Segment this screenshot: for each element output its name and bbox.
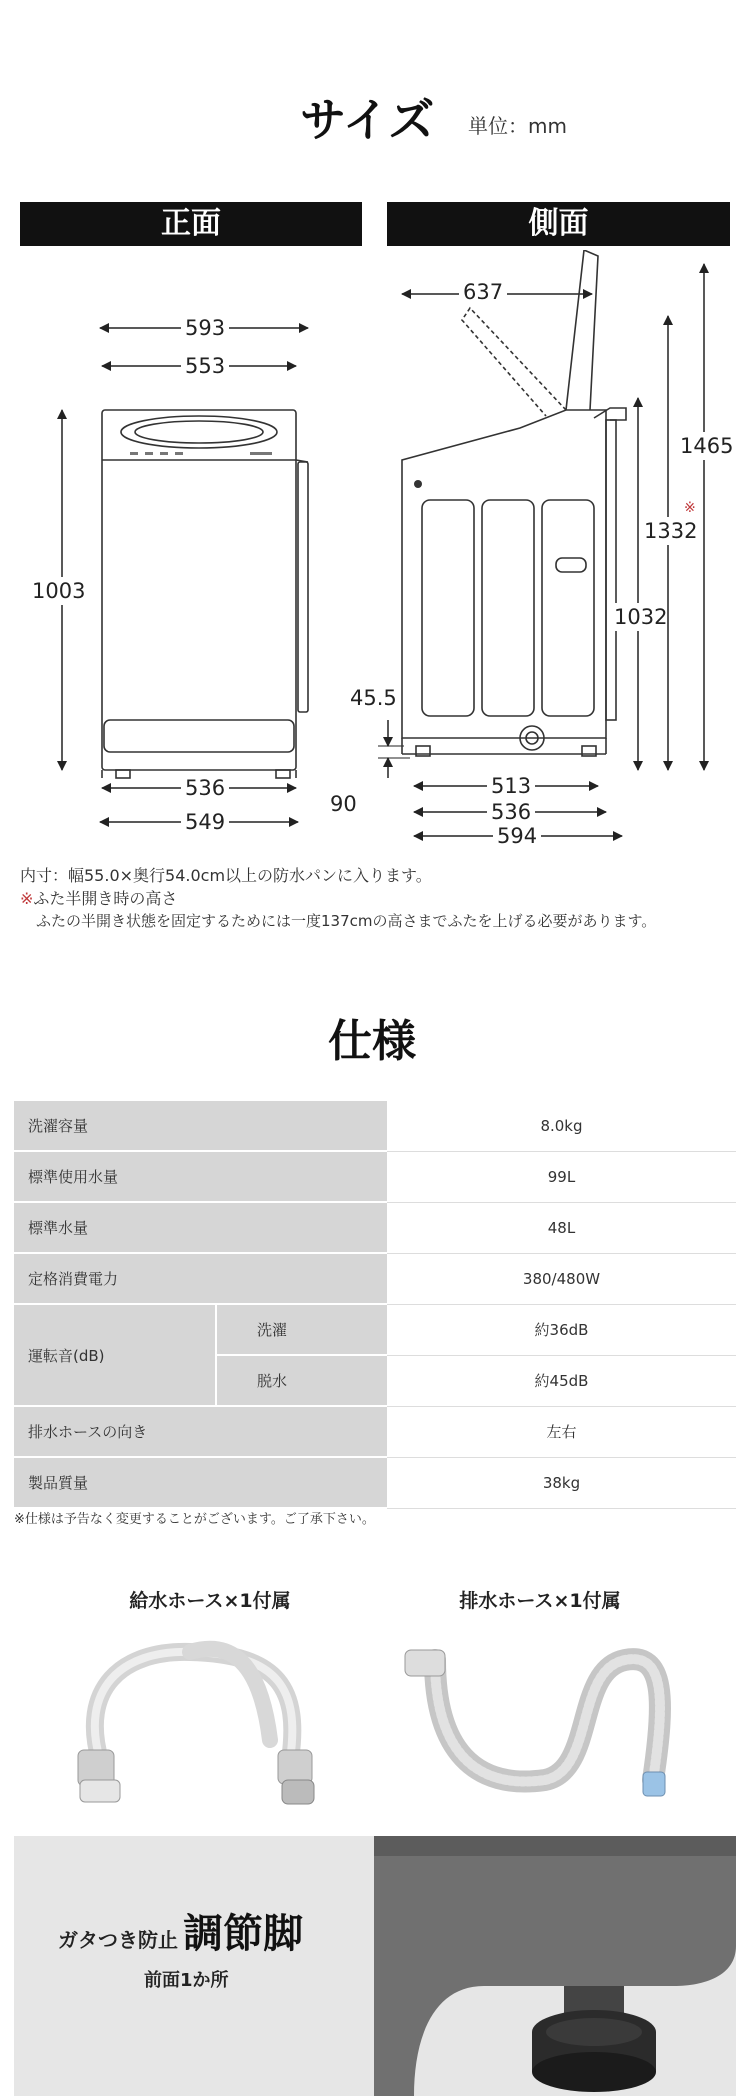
spec-value: 99L [387,1151,736,1202]
table-row [14,1151,736,1202]
dim-593: 593 [181,316,229,340]
table-row [14,1253,736,1304]
note-line-2: ※ふた半開き時の高さ [20,889,178,908]
feature-banner [14,1836,736,2096]
dim-549: 549 [181,810,229,834]
feature-main: 調節脚 [183,1911,304,1957]
spec-value: 48L [387,1202,736,1253]
spec-note: ※仕様は予告なく変更することがございます。ご了承下さい。 [14,1512,375,1527]
control-panel-marks [130,452,272,455]
unit-label: 単位：mm [468,114,567,138]
spec-label-noise: 運転音(dB) [14,1304,216,1406]
side-label: 側面 [387,202,730,246]
dim-45-5: 45.5 [350,686,397,710]
spec-label: 排水ホースの向き [14,1406,387,1457]
spec-value: 左右 [387,1406,736,1457]
washer-side-drawing [402,250,626,756]
half-open-mark: ※ [684,500,696,516]
supply-hose-image [60,1630,360,1810]
dim-90: 90 [330,792,357,816]
side-indicator-dot [414,480,422,488]
adjustable-foot-image [374,1836,736,2096]
supply-hose-label: 給水ホース×1付属 [129,1590,291,1612]
spec-title: 仕様 [328,1016,416,1067]
dim-637: 637 [459,280,507,304]
feature-prefix: ガタつき防止 [58,1928,178,1952]
size-title: サイズ [300,93,435,147]
spec-label: 標準水量 [14,1202,387,1253]
feature-title [58,1902,303,1959]
table-row [14,1101,736,1151]
side-diagram [370,250,750,850]
front-diagram [0,250,370,850]
spec-sublabel-wash: 洗濯 [216,1304,387,1355]
drain-hose-image [395,1630,685,1810]
note-line-3: ふたの半開き状態を固定するためには一度137cmの高さまでふたを上げる必要があります。 [36,912,657,930]
dim-553: 553 [181,354,229,378]
spec-value: 38kg [387,1457,736,1508]
dim-536-front: 536 [181,776,229,800]
spec-value: 380/480W [387,1253,736,1304]
size-notes [20,864,740,933]
table-row [14,1202,736,1253]
table-row [14,1304,736,1355]
spec-label: 製品質量 [14,1457,387,1508]
spec-value: 8.0kg [387,1101,736,1151]
washer-front-drawing [102,410,308,778]
spec-label: 洗濯容量 [14,1101,387,1151]
drain-hose-label: 排水ホース×1付属 [459,1590,621,1612]
dim-536-side: 536 [487,800,535,824]
note-mark: ※ [20,889,34,908]
spec-label: 定格消費電力 [14,1253,387,1304]
table-row [14,1457,736,1508]
dim-1032: 1032 [614,605,668,629]
spec-value-wash: 約36dB [387,1304,736,1355]
dim-1465: 1465 [680,434,734,458]
spec-value-spin: 約45dB [387,1355,736,1406]
dim-594: 594 [493,824,541,848]
spec-table [14,1101,736,1509]
feature-sub: 前面1か所 [144,1970,229,1991]
front-label: 正面 [20,202,362,246]
dim-1332: 1332 [644,519,698,543]
spec-label: 標準使用水量 [14,1151,387,1202]
spec-sublabel-spin: 脱水 [216,1355,387,1406]
note-line-1: 内寸：幅55.0×奥行54.0cm以上の防水パンに入ります。 [20,866,432,885]
table-row [14,1406,736,1457]
dim-1003: 1003 [32,579,86,603]
dim-513: 513 [487,774,535,798]
